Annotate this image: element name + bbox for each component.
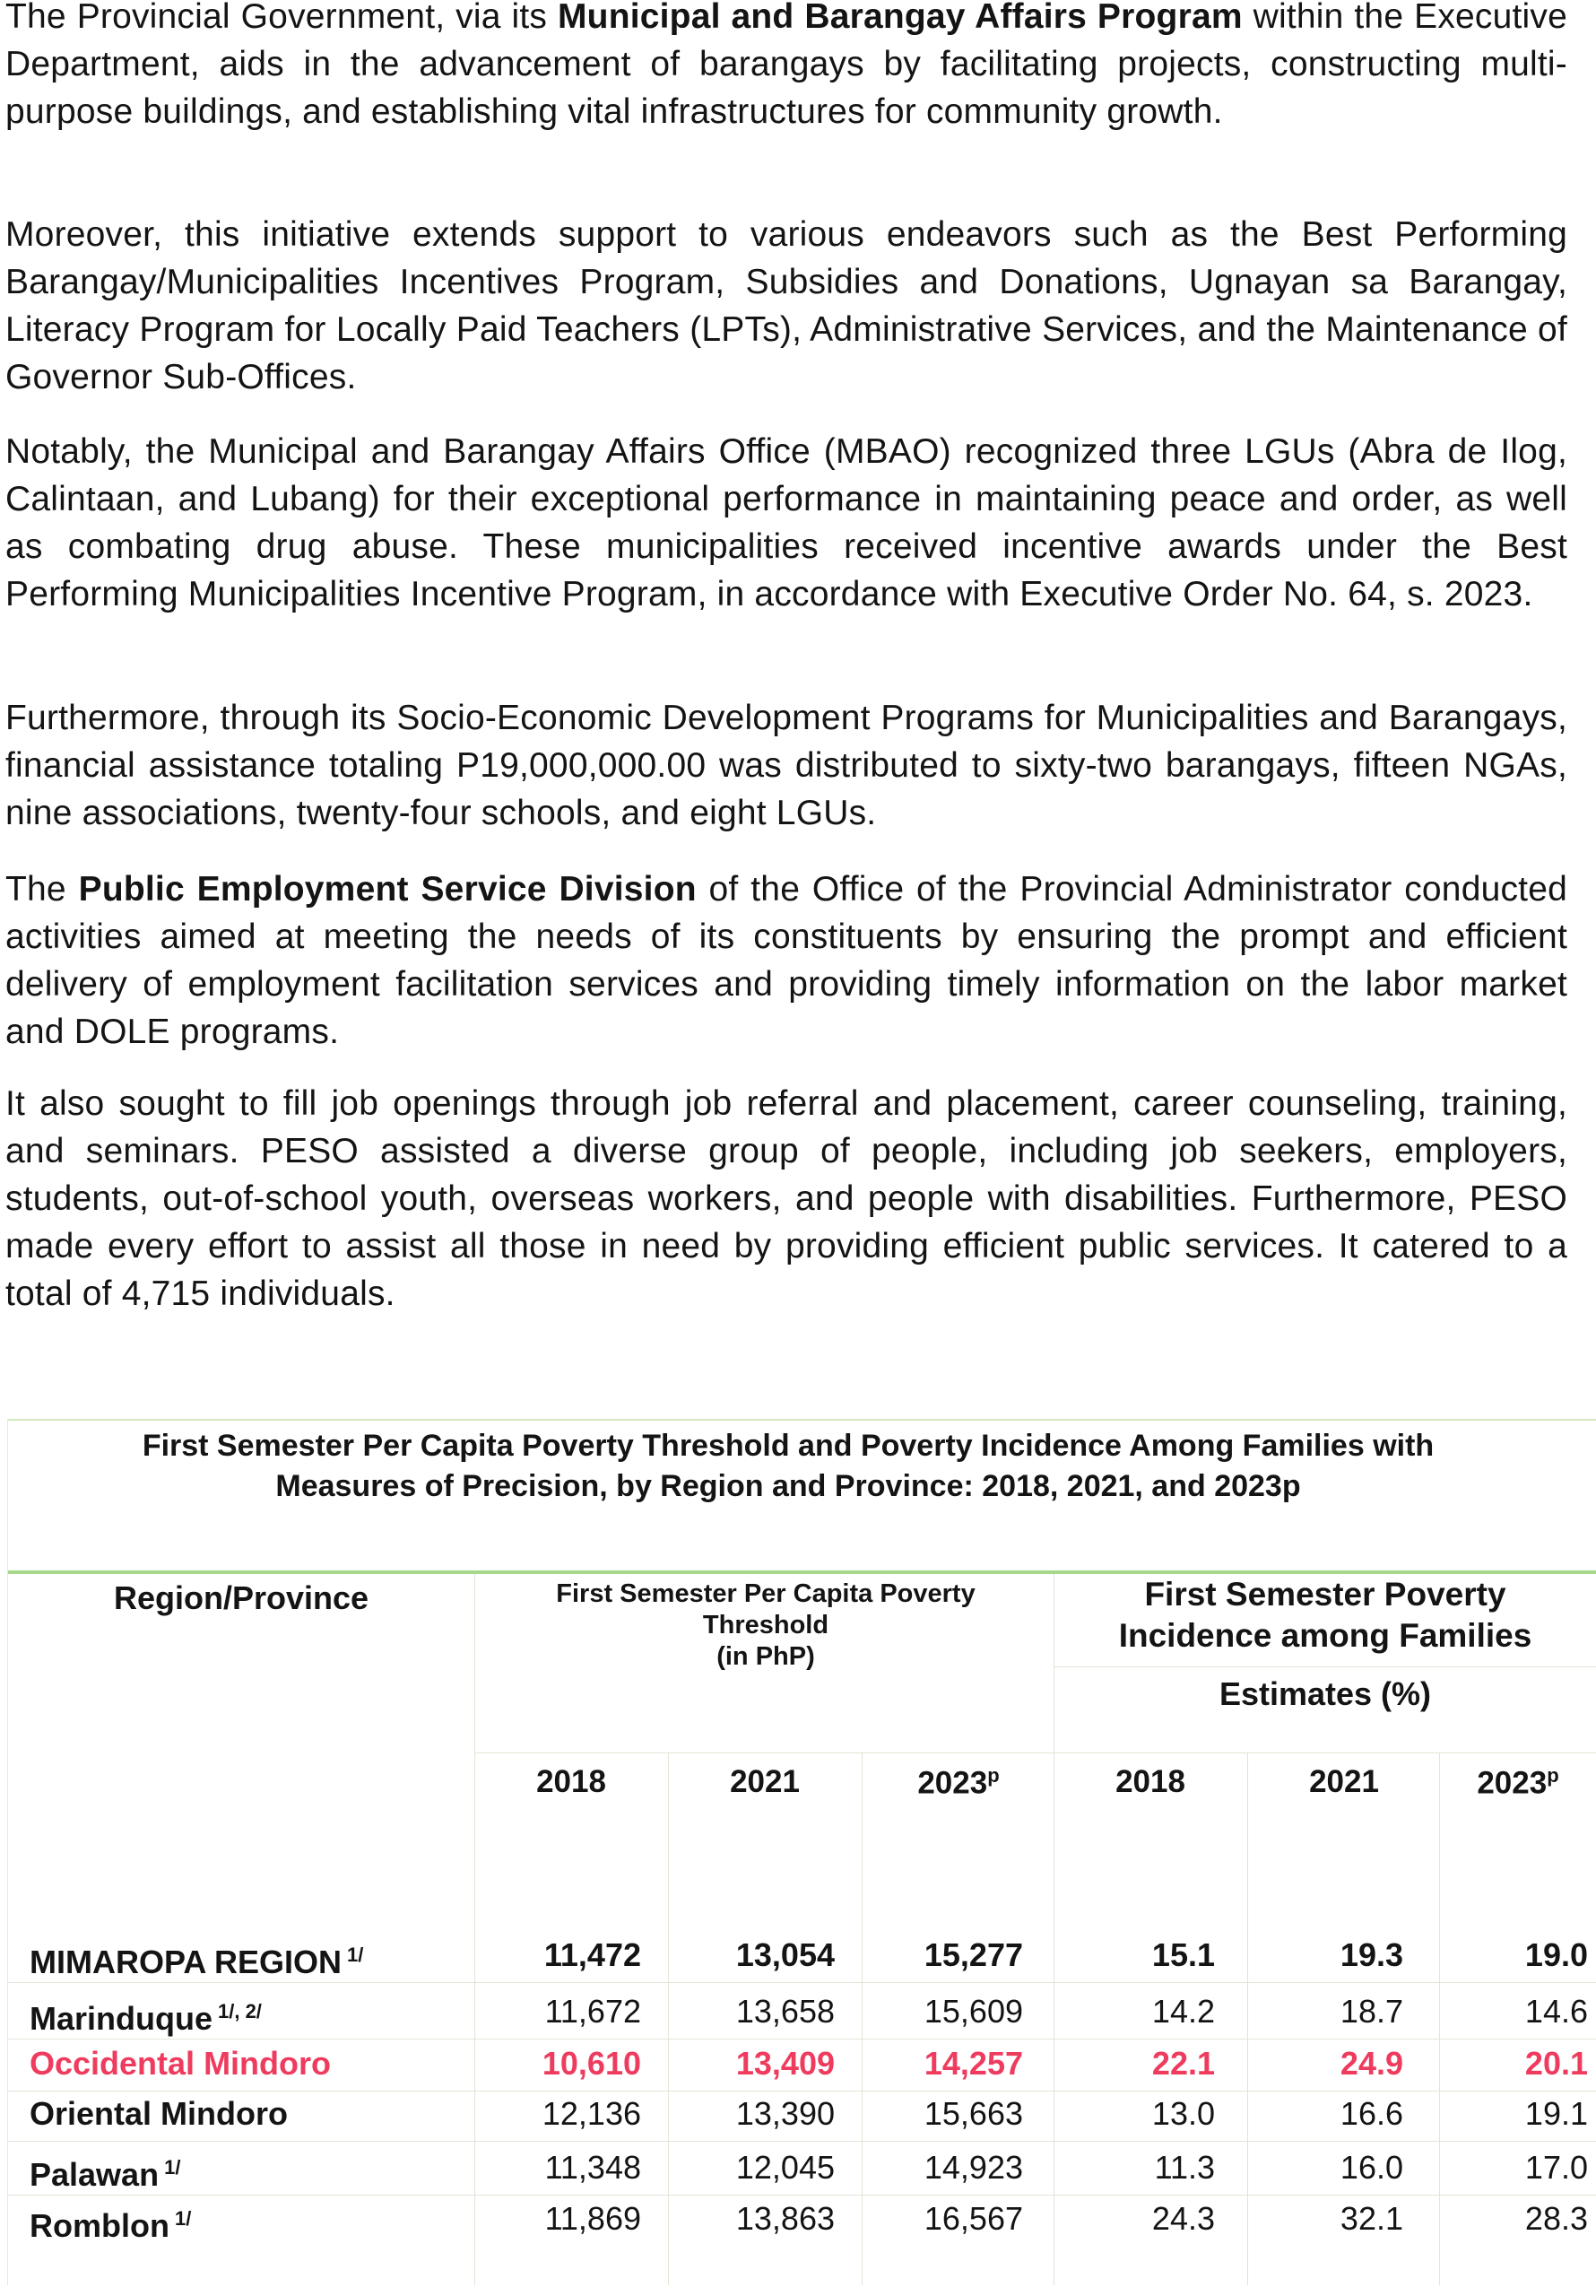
paragraph-text: Moreover, this initiative extends support to various endeavors such as the Best Performing Barangay/Municipalities Incentives Program, Subsidies and Donations, Ugnayan sa Barangay, Literacy Program for Locally Paid Teachers (LPTs), Administrative Services, and the Maintenance of Governor Sub-Offices. — [5, 215, 1567, 396]
table-row — [8, 1928, 1596, 1982]
incidence-cell: 14.2 — [1151, 1993, 1215, 2030]
threshold-cell: 11,672 — [544, 1993, 641, 2030]
region-name-text: Oriental Mindoro — [30, 2095, 288, 2132]
year-label: 2021 — [1309, 1764, 1379, 1799]
table-row — [8, 1985, 1596, 2039]
footnote-marker: 1/, 2/ — [218, 2000, 262, 2022]
paragraph-text: The Provincial Government, via its — [5, 0, 558, 36]
incidence-cell: 20.1 — [1524, 2045, 1588, 2082]
row-region-name — [30, 2037, 331, 2091]
paragraph-text: of the Office of the Provincial Administrator conducted activities aimed at meeting the needs of its constituents by ensuring the prompt and efficient delivery of employment facilitation services and providing timely information on the labor market and DOLE programs. — [5, 870, 1567, 1051]
table-title — [8, 1419, 1596, 1507]
incidence-cell: 28.3 — [1524, 2200, 1588, 2237]
incidence-cell: 32.1 — [1340, 2200, 1403, 2237]
incidence-cell: 16.0 — [1340, 2149, 1403, 2186]
incidence-cell: 13.0 — [1151, 2095, 1215, 2132]
table-row — [8, 2037, 1596, 2091]
row-region-name — [30, 2192, 191, 2253]
table-title-line-2: Measures of Precision, by Region and Province: 2018, 2021, and 2023p — [275, 1469, 1301, 1503]
threshold-cell: 13,054 — [735, 1936, 835, 1973]
year-header-2023 — [864, 1764, 1053, 1802]
incidence-cell: 24.9 — [1340, 2045, 1403, 2082]
paragraph-mbao-awards — [5, 428, 1567, 618]
paragraph-peso-services — [5, 1080, 1567, 1318]
table-row — [8, 2192, 1596, 2246]
incidence-cell: 24.3 — [1151, 2200, 1215, 2237]
footnote-marker: 1/ — [347, 1944, 364, 1966]
preliminary-marker: p — [987, 1764, 1000, 1787]
row-divider — [8, 1982, 1596, 1983]
incidence-cell: 11.3 — [1154, 2149, 1215, 2186]
incidence-cell: 19.0 — [1524, 1936, 1588, 1973]
incidence-cell: 15.1 — [1151, 1936, 1215, 1973]
year-label: 2018 — [1115, 1764, 1185, 1799]
paragraph-initiatives — [5, 211, 1567, 401]
header-threshold-line-1: First Semester Per Capita Poverty — [556, 1579, 976, 1608]
paragraph-text: The — [5, 870, 79, 909]
region-name-text: Romblon — [30, 2207, 169, 2244]
footnote-marker: 1/ — [174, 2207, 192, 2230]
threshold-cell: 13,390 — [735, 2095, 835, 2132]
header-region-province: Region/Province — [113, 1579, 369, 1616]
row-region-name — [30, 1928, 363, 1989]
paragraph-text: Furthermore, through its Socio-Economic Development Programs for Municipalities and Barangays, financial assistance totaling P19,000,000.00 was distributed to sixty-two barangays, fifteen NGAs, nine associations, twenty-four schools, and eight LGUs. — [5, 699, 1567, 832]
threshold-cell: 13,409 — [735, 2045, 835, 2082]
header-incidence-line-1: First Semester Poverty — [1144, 1576, 1506, 1613]
incidence-cell: 19.1 — [1524, 2095, 1588, 2132]
threshold-cell: 15,277 — [924, 1936, 1023, 1973]
region-name-text: Marinduque — [30, 2000, 213, 2037]
emphasized-text: Public Employment Service Division — [78, 870, 697, 909]
paragraph-text: It also sought to fill job openings through job referral and placement, career counseling, training, and seminars. PESO assisted a diverse group of people, including job seekers, employers, students, out-of-school youth, overseas workers, and people with disabilities. Furthermore, PESO made every effort to assist all those in need by providing efficient public services. It catered to a total of 4,715 individuals. — [5, 1084, 1567, 1313]
table-title-line-1: First Semester Per Capita Poverty Threshold and Poverty Incidence Among Families with — [142, 1429, 1435, 1463]
threshold-cell: 16,567 — [924, 2200, 1023, 2237]
header-poverty-incidence — [1054, 1574, 1596, 1657]
header-threshold-line-3: (in PhP) — [716, 1642, 815, 1671]
divider-estimates — [1054, 1666, 1596, 1667]
incidence-cell: 19.3 — [1340, 1936, 1403, 1973]
year-header-2018 — [477, 1764, 665, 1800]
header-threshold-line-2: Threshold — [702, 1611, 829, 1639]
threshold-cell: 12,045 — [735, 2149, 835, 2186]
incidence-cell: 18.7 — [1340, 1993, 1403, 2030]
footnote-marker: 1/ — [164, 2156, 181, 2179]
incidence-cell: 17.0 — [1524, 2149, 1588, 2186]
region-name-text: MIMAROPA REGION — [30, 1944, 342, 1980]
year-label: 2021 — [730, 1764, 800, 1799]
threshold-cell: 12,136 — [542, 2095, 641, 2132]
threshold-cell: 11,869 — [544, 2200, 641, 2237]
paragraph-peso-division — [5, 865, 1567, 1056]
incidence-cell: 14.6 — [1524, 1993, 1588, 2030]
paragraph-mbap — [5, 0, 1567, 135]
header-incidence-line-2: Incidence among Families — [1118, 1617, 1532, 1654]
threshold-cell: 15,663 — [924, 2095, 1023, 2132]
year-header-2021 — [1250, 1764, 1438, 1800]
year-label: 2023 — [917, 1765, 988, 1801]
region-name-text: Occidental Mindoro — [30, 2045, 332, 2082]
year-label: 2023 — [1477, 1765, 1548, 1801]
table-row — [8, 2141, 1596, 2195]
header-poverty-threshold — [474, 1578, 1057, 1673]
paragraph-financial-assistance — [5, 694, 1567, 837]
poverty-table — [7, 1419, 1596, 2285]
threshold-cell: 14,923 — [924, 2149, 1023, 2186]
region-name-text: Palawan — [30, 2156, 160, 2193]
threshold-cell: 10,610 — [542, 2045, 641, 2082]
divider-years — [474, 1752, 1596, 1753]
threshold-cell: 15,609 — [924, 1993, 1023, 2030]
threshold-cell: 11,472 — [543, 1936, 641, 1973]
table-row — [8, 2087, 1596, 2141]
emphasized-text: Municipal and Barangay Affairs Program — [557, 0, 1243, 36]
year-header-2018 — [1056, 1764, 1245, 1800]
preliminary-marker: p — [1547, 1764, 1559, 1787]
threshold-cell: 11,348 — [544, 2149, 641, 2186]
threshold-cell: 14,257 — [924, 2045, 1023, 2082]
incidence-cell: 16.6 — [1340, 2095, 1403, 2132]
year-header-2023 — [1424, 1764, 1596, 1802]
year-label: 2018 — [536, 1764, 606, 1799]
threshold-cell: 13,863 — [735, 2200, 835, 2237]
header-estimates: Estimates (%) — [1219, 1675, 1432, 1712]
threshold-cell: 13,658 — [735, 1993, 835, 2030]
paragraph-text: Notably, the Municipal and Barangay Affairs Office (MBAO) recognized three LGUs (Abra de Ilog, Calintaan, and Lubang) for their exceptional performance in maintaining peace and order, as well as combating drug abuse. These municipalities received incentive awards under the Best Performing Municipalities Incentive Program, in accordance with Executive Order No. 64, s. 2023. — [5, 432, 1567, 613]
incidence-cell: 22.1 — [1151, 2045, 1215, 2082]
year-header-2021 — [671, 1764, 859, 1800]
paragraph-text: within the Executive Department, aids in the advancement of barangays by facilitating projects, constructing multi-purpose buildings, and establishing vital infrastructures for community growth. — [5, 0, 1567, 131]
row-region-name — [30, 2087, 288, 2141]
